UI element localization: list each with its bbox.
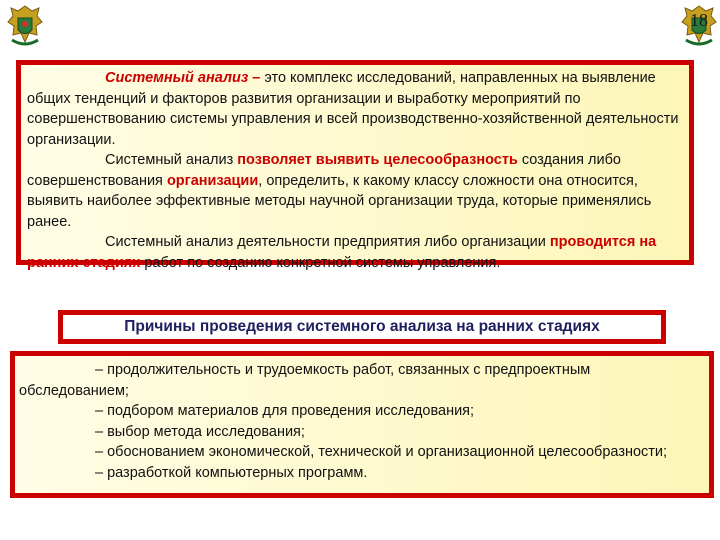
paragraph-text: , определить, к какому классу сложности она относится, выявить наиболее эффективные методы научной организации труда, которые применялись ранее. — [27, 172, 652, 230]
coat-of-arms-icon — [4, 2, 46, 48]
list-item-text: – подбором материалов для проведения исследования; — [95, 403, 475, 419]
definition-text: это комплекс исследований, направленных на выявление общих тенденций и факторов развития организации и выработку мероприятий по совершенствованию системы управления и всей производственно-хозяйственной деятельности организации. — [27, 70, 679, 148]
definition-paragraph-1 — [27, 68, 681, 150]
paragraph-text: Системный анализ деятельности предприятия либо организации — [105, 234, 550, 250]
reasons-box — [10, 351, 714, 498]
highlight-feasibility: позволяет выявить целесообразность — [237, 152, 518, 168]
definition-box — [16, 60, 694, 271]
list-item — [19, 442, 701, 463]
list-item-text: – разработкой компьютерных программ. — [95, 464, 368, 481]
paragraph-text: Системный анализ — [105, 152, 238, 168]
page-number: 18 — [690, 10, 708, 30]
highlight-early-stages: проводится на ранних стадиях — [27, 234, 657, 271]
list-item — [19, 401, 701, 422]
paragraph-text: работ по созданию конкретной системы управления. — [140, 254, 501, 271]
list-item — [19, 463, 701, 484]
reasons-title: Причины проведения системного анализа на ранних стадиях — [124, 318, 600, 335]
list-item-text: – обоснованием экономической, технической и организационной целесообразности; — [95, 444, 668, 460]
list-item-text: – продолжительность и трудоемкость работ, связанных с предпроектным обследованием; — [19, 362, 591, 399]
list-item — [19, 422, 701, 443]
reasons-title-box — [58, 310, 666, 344]
definition-paragraph-3 — [27, 232, 681, 273]
list-item-text: – выбор метода исследования; — [95, 423, 305, 440]
definition-paragraph-2 — [27, 150, 681, 232]
paragraph-text: создания либо совершенствования — [27, 152, 621, 189]
list-item — [19, 360, 701, 401]
highlight-organization: организации — [166, 172, 259, 189]
term-system-analysis: Системный анализ – — [105, 70, 261, 86]
